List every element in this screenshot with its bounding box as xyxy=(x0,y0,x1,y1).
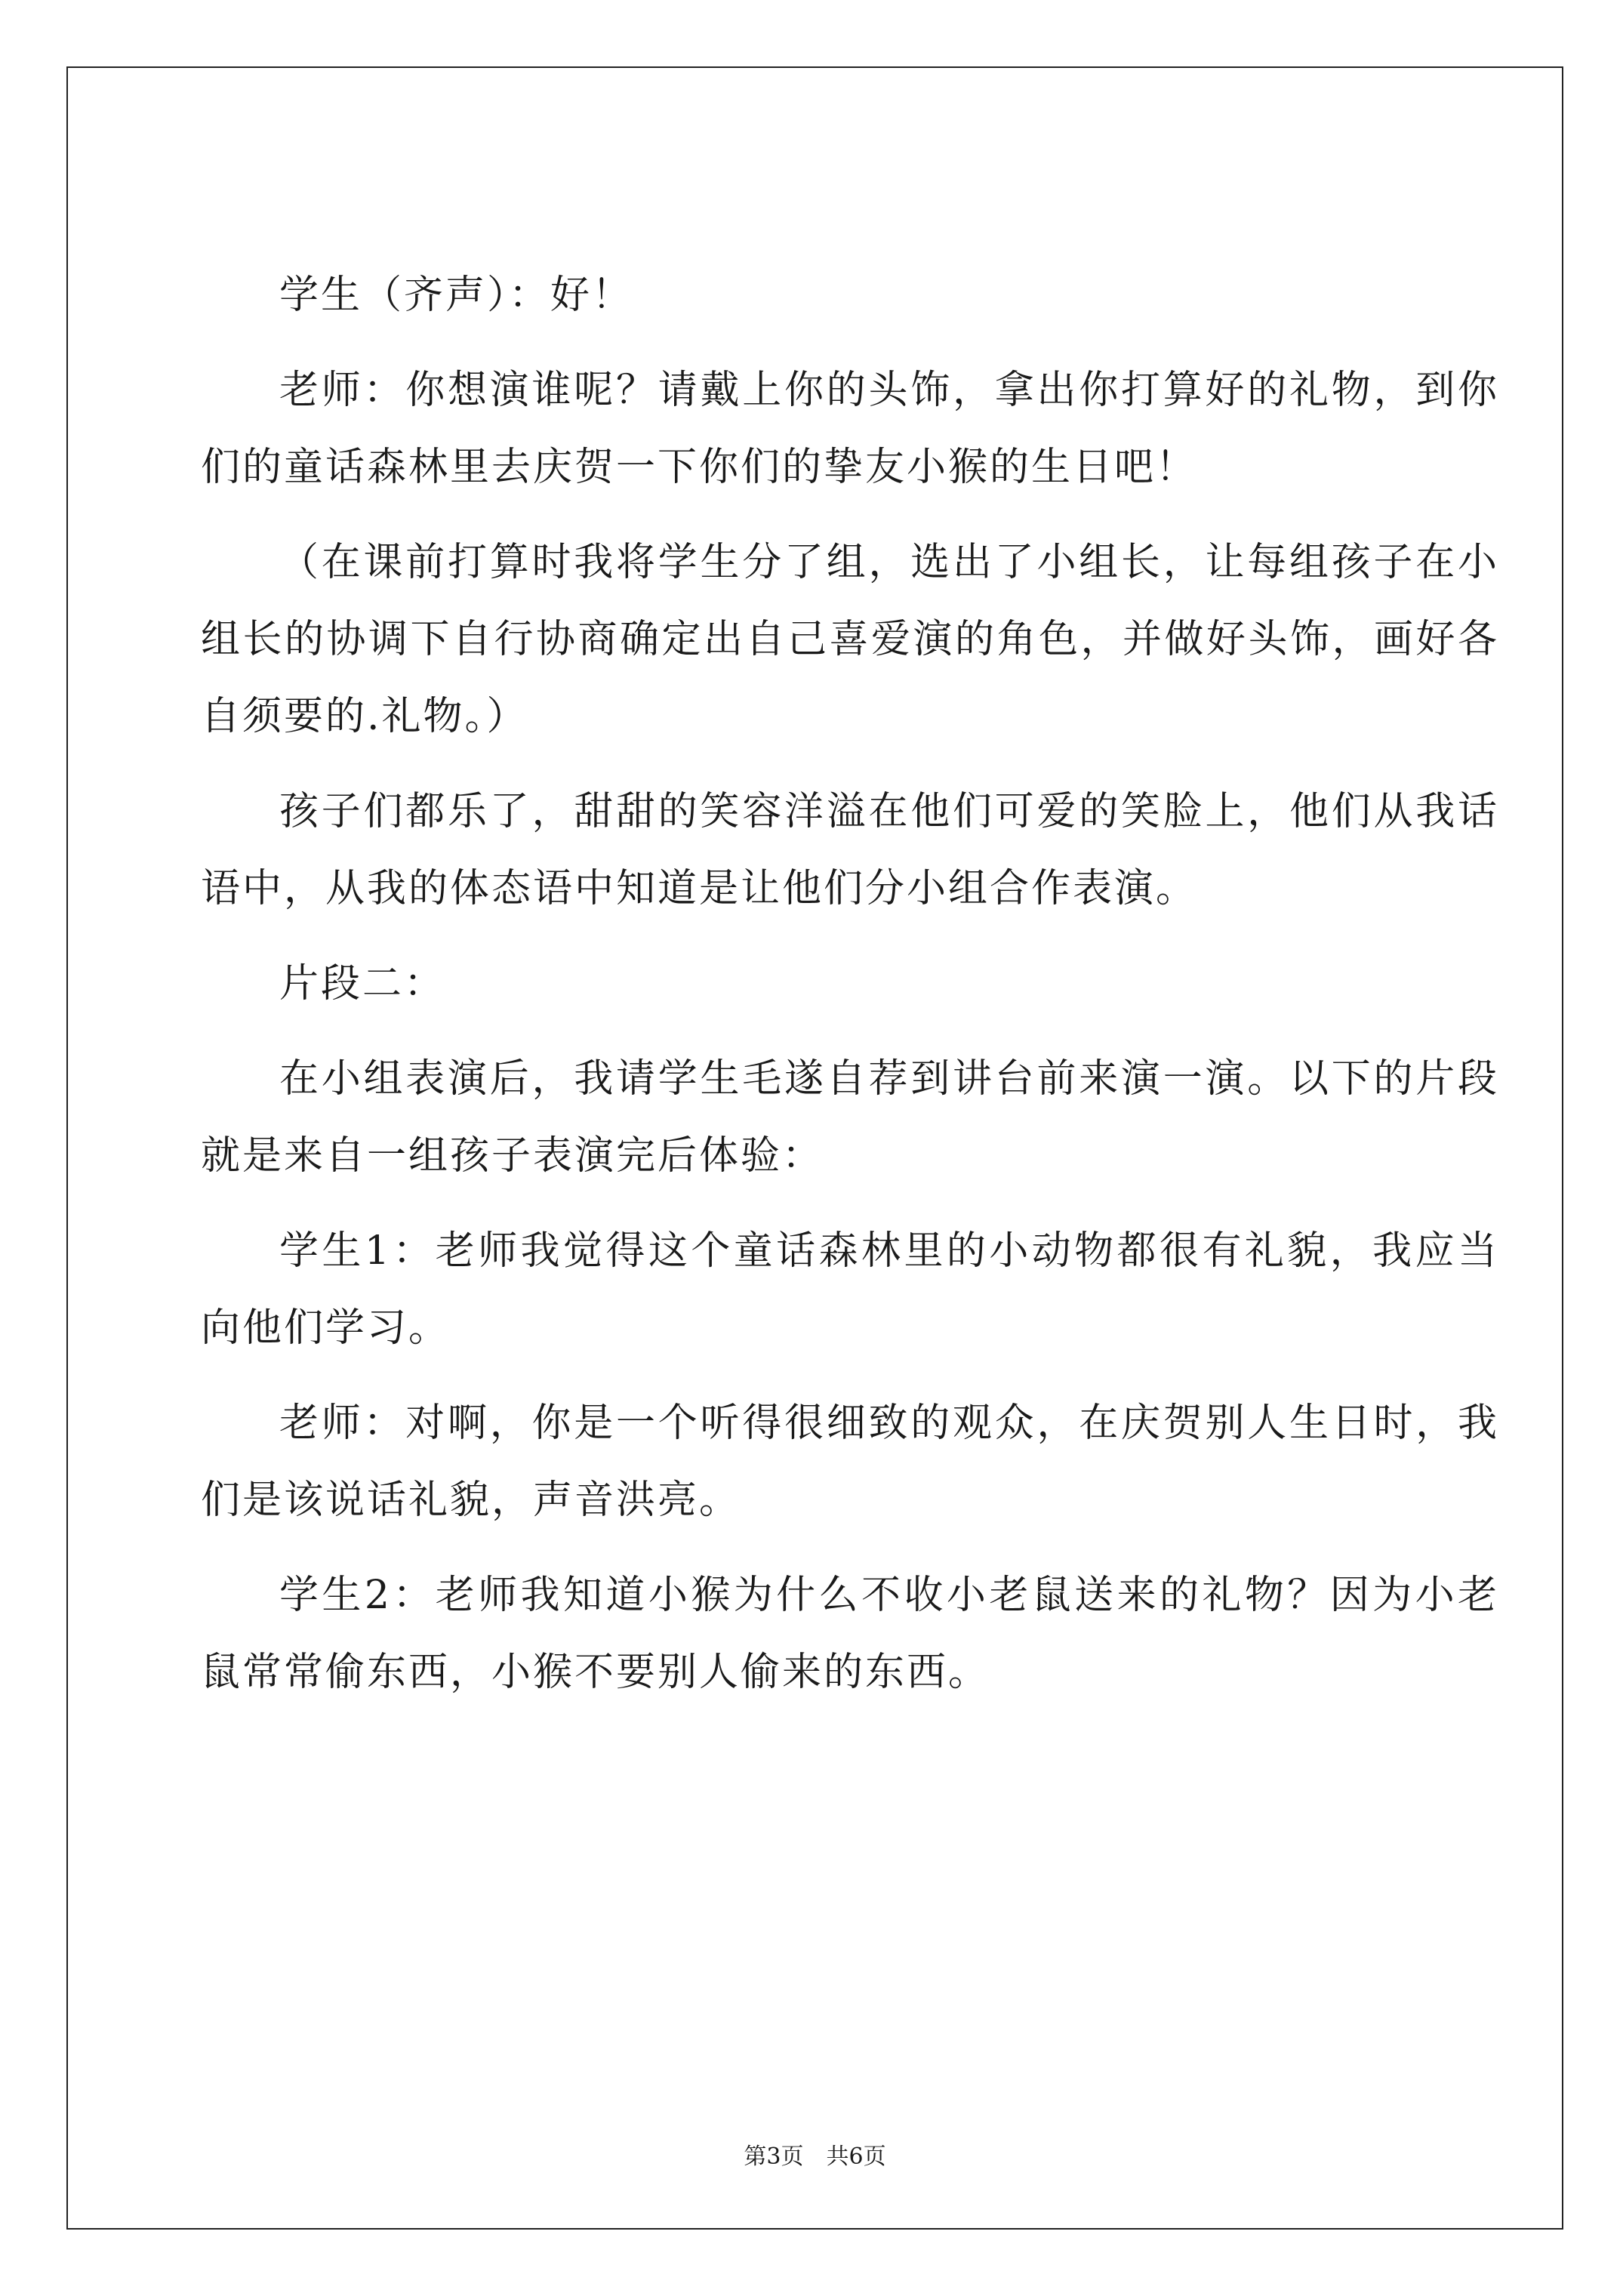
document-body xyxy=(201,257,1499,1729)
paragraph: 老师：对啊，你是一个听得很细致的观众，在庆贺别人生日时，我们是该说话礼貌，声音洪亮。 xyxy=(201,1401,1499,1523)
page-number-footer: 第3页 共6页 xyxy=(744,2143,886,2170)
paragraph: 老师：你想演谁呢？请戴上你的头饰，拿出你打算好的礼物，到你们的童话森林里去庆贺一下你们的挚友小猴的生日吧！ xyxy=(201,368,1499,490)
document-page xyxy=(66,66,1563,2230)
paragraph: （在课前打算时我将学生分了组，选出了小组长，让每组孩子在小组长的协调下自行协商确定出自己喜爱演的角色，并做好头饰，画好各自须要的.礼物。） xyxy=(201,540,1499,739)
paragraph: 学生2：老师我知道小猴为什么不收小老鼠送来的礼物？因为小老鼠常常偷东西，小猴不要别人偷来的东西。 xyxy=(201,1573,1499,1695)
paragraph: 孩子们都乐了，甜甜的笑容洋溢在他们可爱的笑脸上，他们从我话语中，从我的体态语中知道是让他们分小组合作表演。 xyxy=(201,789,1499,911)
paragraph: 在小组表演后，我请学生毛遂自荐到讲台前来演一演。以下的片段就是来自一组孩子表演完后体验： xyxy=(201,1056,1499,1179)
section-heading: 片段二： xyxy=(279,961,446,1006)
paragraph: 学生（齐声）：好！ xyxy=(279,273,634,318)
paragraph: 学生1：老师我觉得这个童话森林里的小动物都很有礼貌，我应当向他们学习。 xyxy=(201,1228,1499,1351)
